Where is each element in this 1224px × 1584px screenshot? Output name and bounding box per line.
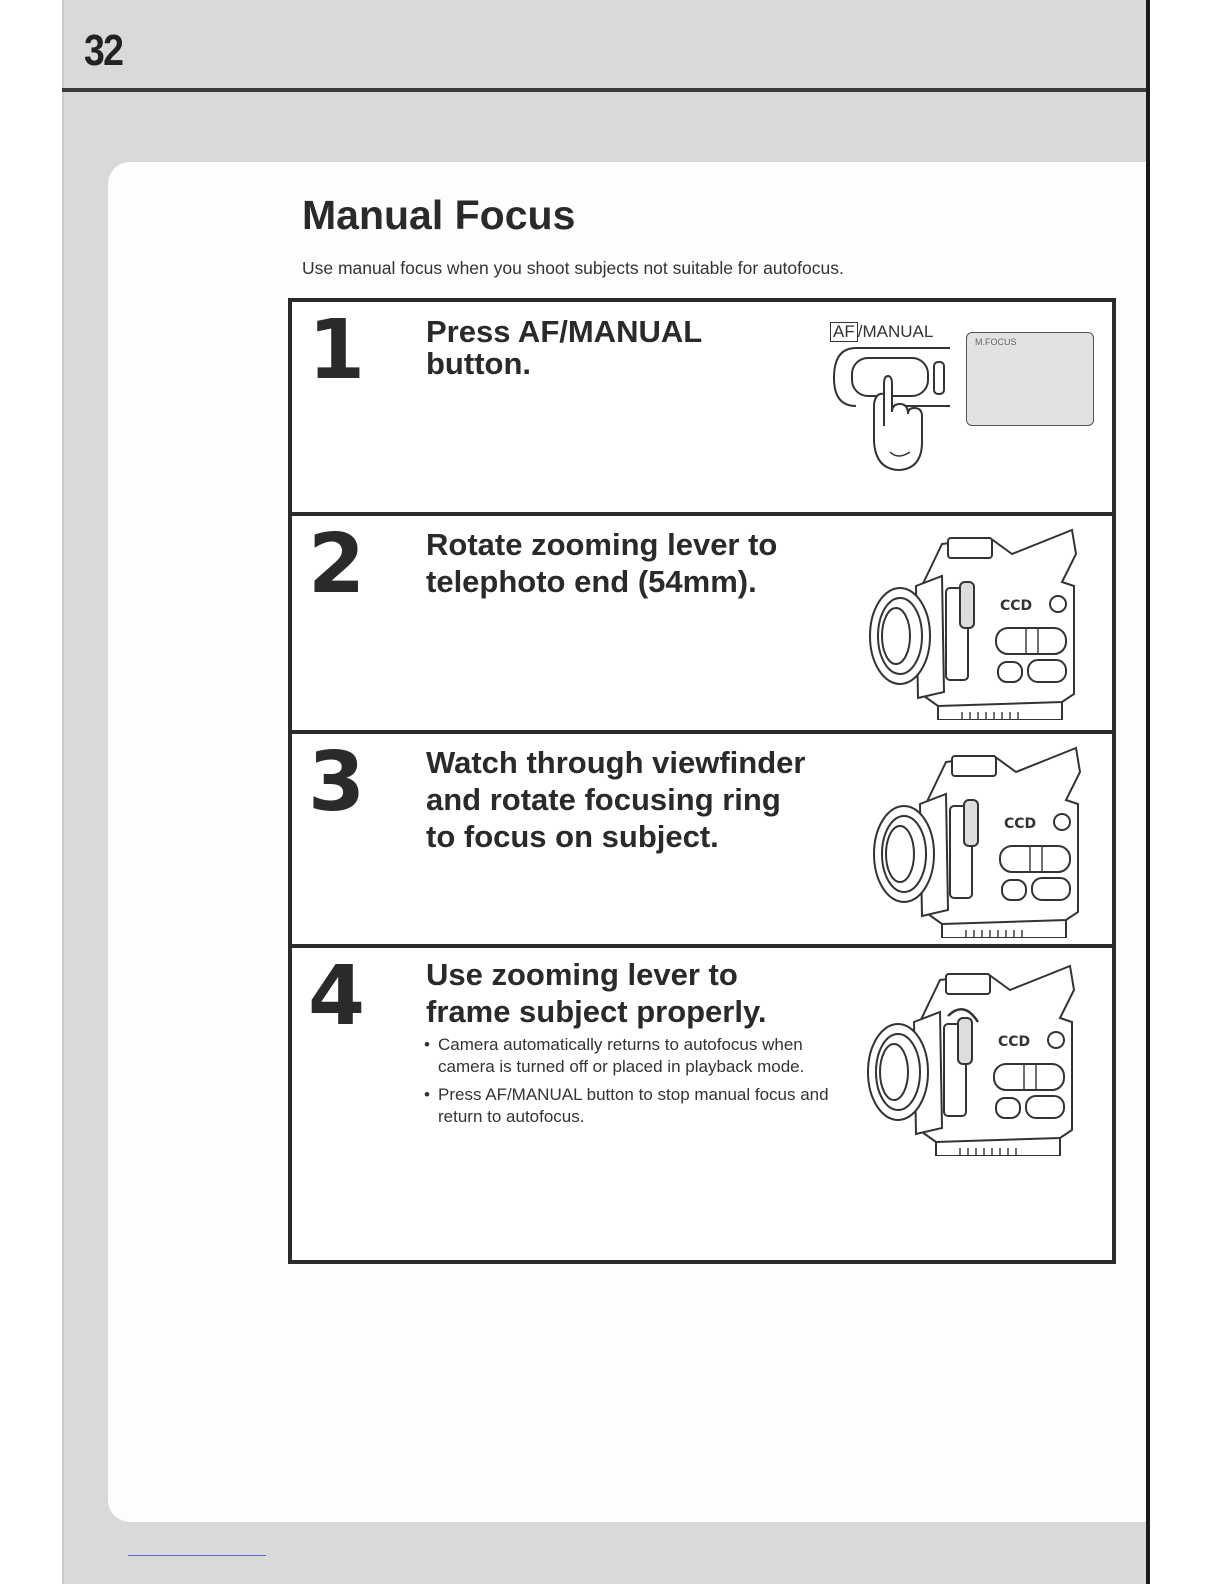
- step-2: [292, 516, 1112, 734]
- step-number: 4: [308, 949, 366, 1044]
- page-number: 32: [84, 26, 123, 75]
- step-line: Use zooming lever to: [426, 957, 738, 992]
- step-instruction: [426, 956, 767, 1030]
- af-manual-button-illustration: [826, 342, 956, 482]
- step-number: 2: [308, 517, 366, 612]
- step-line: to focus on subject.: [426, 819, 719, 854]
- af-box-label: AF: [830, 322, 858, 342]
- camcorder-illustration: [862, 524, 1084, 720]
- step-1: [292, 302, 1112, 516]
- note-item: • Camera automatically returns to autofocus when camera is turned off or placed in playback mode.: [424, 1035, 805, 1076]
- camcorder-illustration: [866, 742, 1088, 938]
- step-4: [292, 948, 1112, 1260]
- af-manual-label: [830, 322, 933, 342]
- page-title: Manual Focus: [302, 192, 576, 238]
- step-instruction: [426, 526, 777, 600]
- note-text: Press AF/MANUAL button to stop manual focus and return to autofocus.: [438, 1085, 829, 1126]
- step-line: telephoto end (54mm).: [426, 564, 757, 599]
- footer-underline: [128, 1555, 266, 1556]
- camcorder-illustration: [860, 960, 1082, 1156]
- page-left-edge: [62, 0, 64, 1584]
- step-notes: [422, 1034, 832, 1134]
- step-line: Watch through viewfinder: [426, 745, 806, 780]
- af-manual-suffix: /MANUAL: [857, 322, 934, 341]
- viewfinder-mfocus-text: M.FOCUS: [975, 337, 1017, 347]
- page-right-edge: [1146, 0, 1150, 1584]
- step-3: [292, 734, 1112, 948]
- step-number: 1: [308, 303, 366, 398]
- steps-frame: [288, 298, 1116, 1264]
- ccd-label: CCD: [1000, 598, 1033, 614]
- viewfinder-screen: [966, 332, 1094, 426]
- step-instruction: [426, 316, 702, 380]
- header-rule: [62, 88, 1146, 92]
- step-line: Press AF/MANUAL: [426, 314, 703, 349]
- note-item: • Press AF/MANUAL button to stop manual focus and return to autofocus.: [424, 1085, 829, 1126]
- step-number: 3: [308, 735, 366, 830]
- step-instruction: [426, 744, 805, 855]
- ccd-label: CCD: [1004, 816, 1037, 832]
- page-subtitle: Use manual focus when you shoot subjects not suitable for autofocus.: [302, 258, 844, 278]
- note-text: Camera automatically returns to autofocus when camera is turned off or placed in playback mode.: [438, 1035, 805, 1076]
- step-line: frame subject properly.: [426, 994, 767, 1029]
- step-line: button.: [426, 346, 532, 381]
- step-line: Rotate zooming lever to: [426, 527, 778, 562]
- ccd-label: CCD: [998, 1034, 1031, 1050]
- step-line: and rotate focusing ring: [426, 782, 781, 817]
